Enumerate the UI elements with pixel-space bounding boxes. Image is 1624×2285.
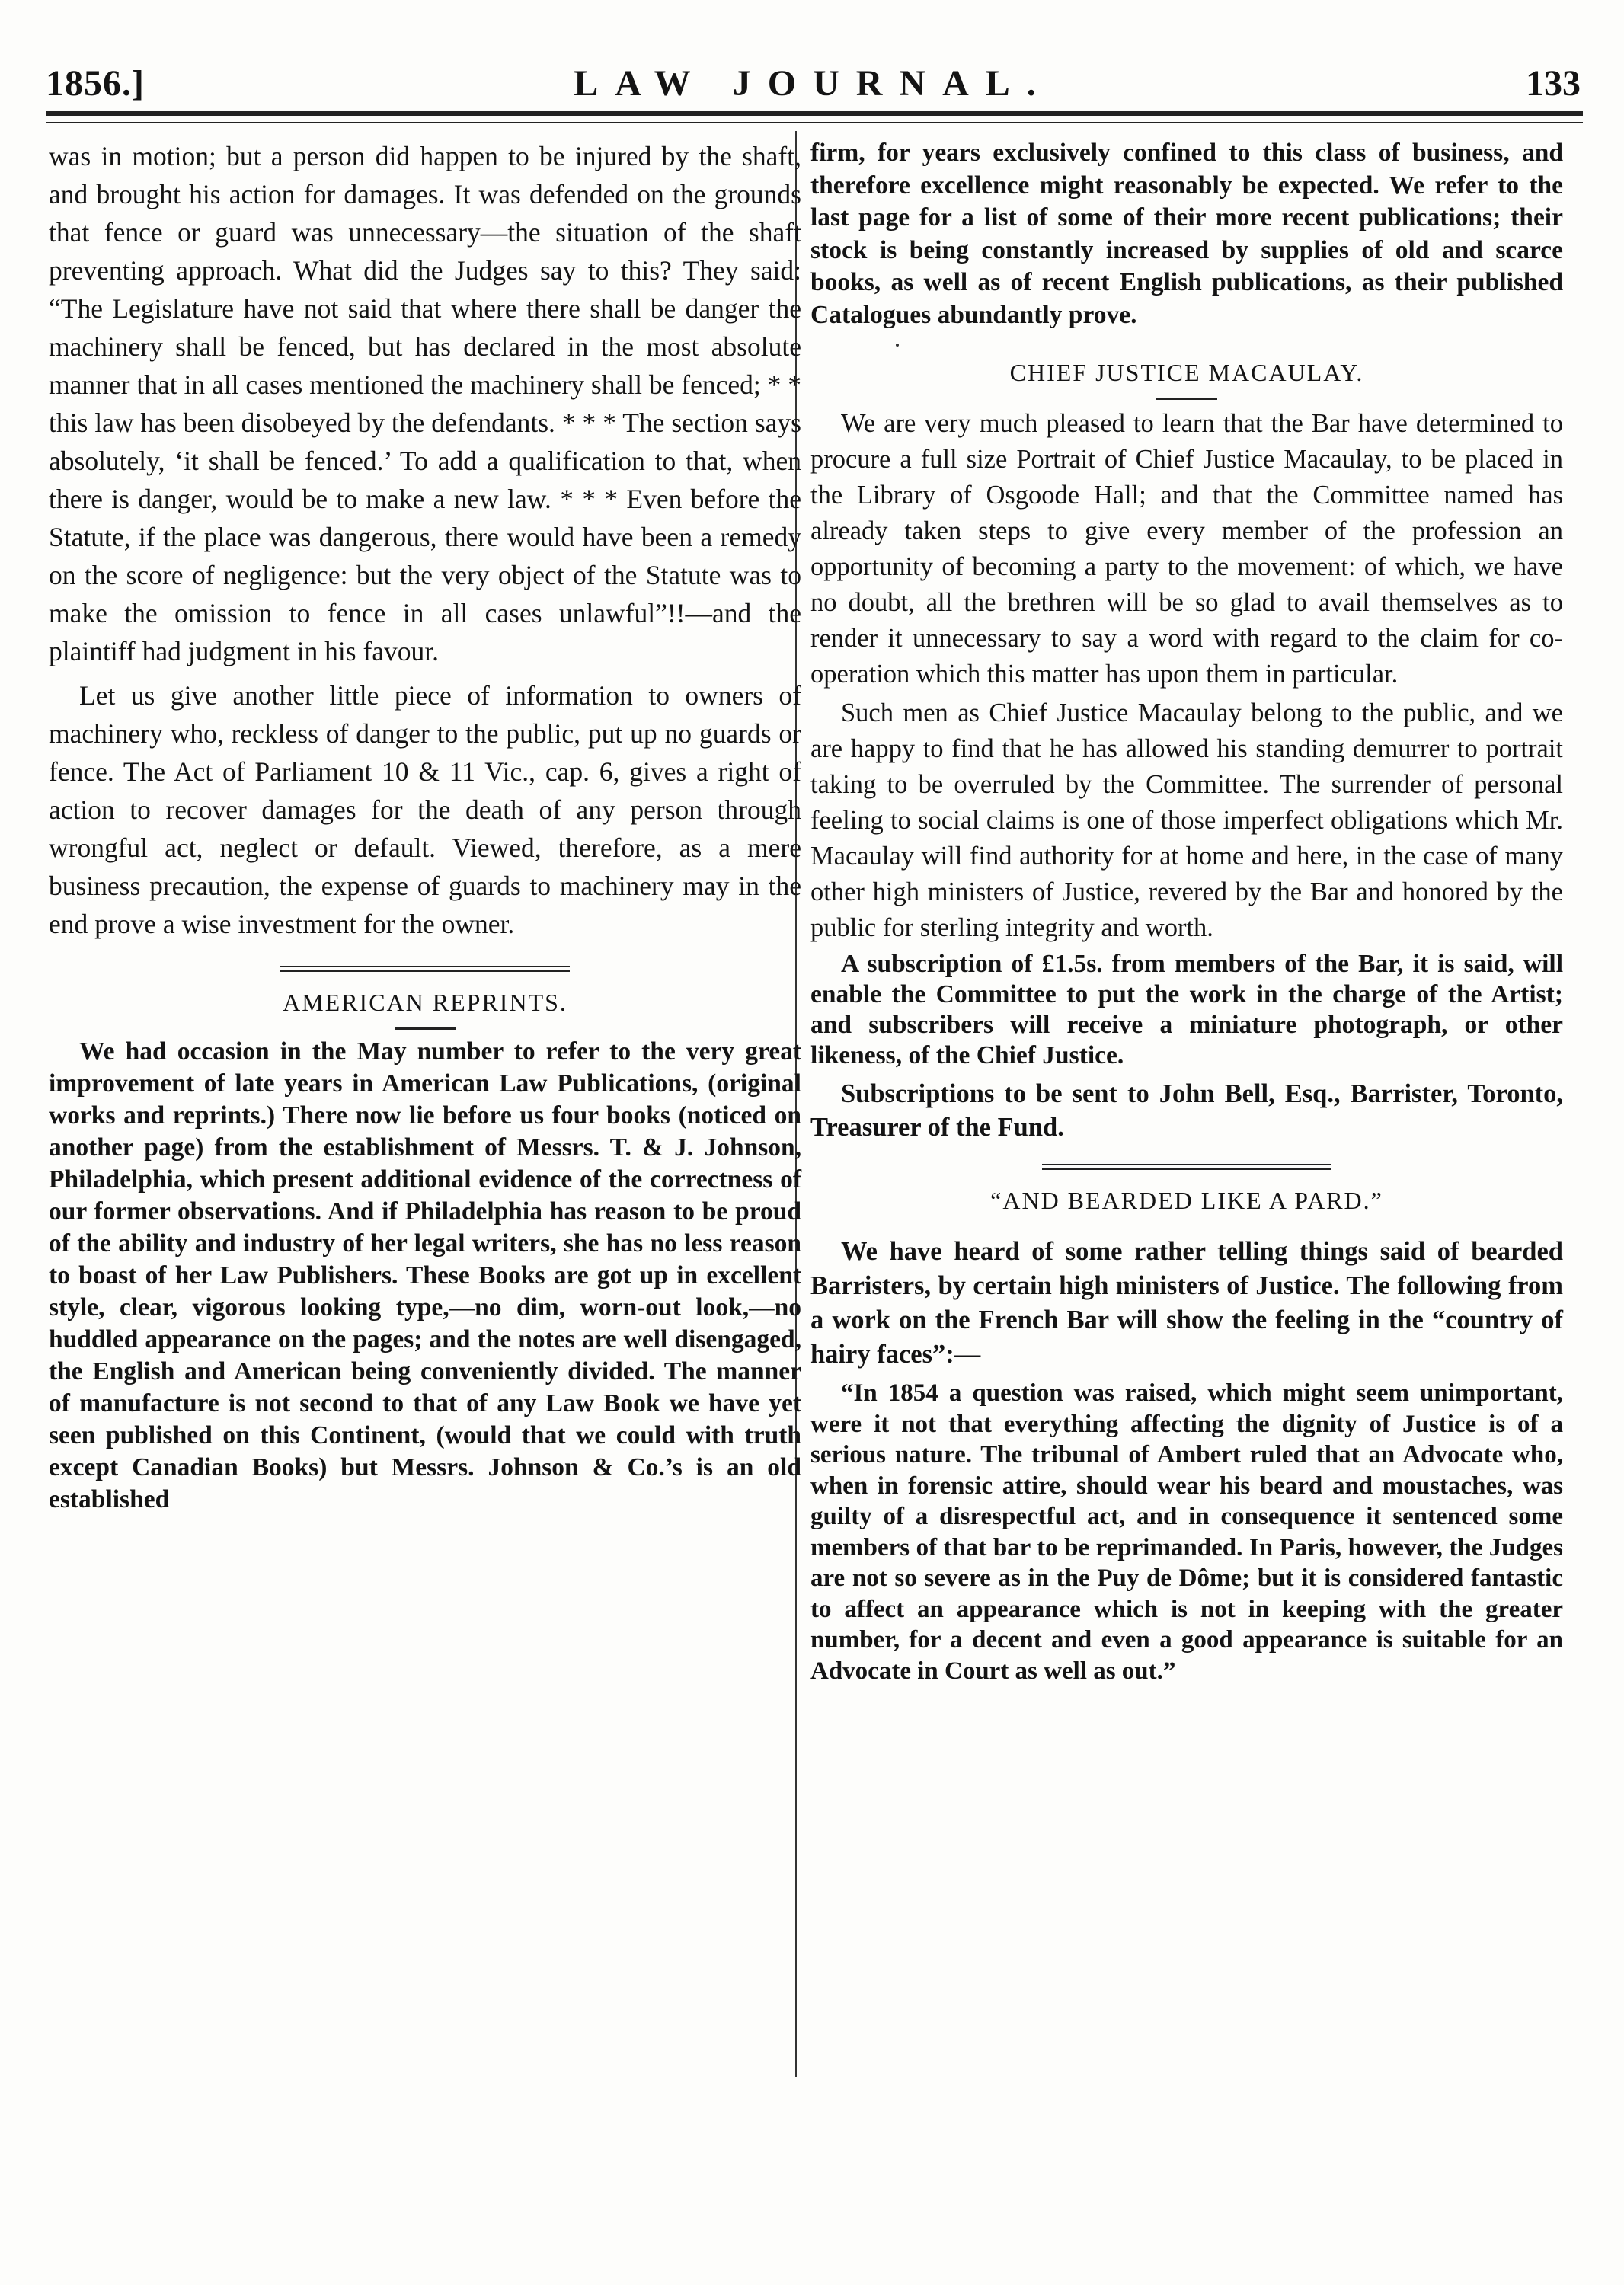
- page-number: 133: [1526, 63, 1581, 104]
- french-bar-quotation: “In 1854 a question was raised, which might seem unimportant, were it not that everything affecting the dignity of Justice is of a serious nature. The tribunal of Ambert ruled that an Advocate who, when in forensic attire, should wear his beard and moustaches, was guilty of a disrespectful act, and in consequence it sentenced some members of that bar to be reprimanded. In Paris, however, the Judges are not so severe as in the Puy de Dôme; but it is considered fantastic to affect an appearance which is not in keeping with the greater number, for a decent and even a good appearance is suitable for an Advocate in Court as well as out.”: [810, 1379, 1563, 1685]
- american-reprints-paragraph: We had occasion in the May number to refer to the very great improvement of late years in American Law Publications, (original works and reprints.) There now lie before us four books (noticed on another page) from the establishment of Messrs. T. & J. Johnson, Philadelphia, which present additional evidence of the correctness of our former observations. And if Philadelphia has reason to be proud of the ability and industry of her legal writers, she has no less reason to boast of her Law Publishers. These Books are got up in excellent style, clear, vigorous looking type,—no dim, worn-out look,—no huddled appearance on the pages; and the notes are well disengaged, the English and American being conveniently divided. The manner of manufacture is not second to that of any Law Book we have yet seen published on this Continent, (would that we could with truth except Canadian Books) but Messrs. Johnson & Co.’s is an old established: [49, 1037, 801, 1513]
- subscription-paragraph: A subscription of £1.5s. from members of the Bar, it is said, will enable the Committee to put the work in the charge of the Artist; and subscribers will receive a miniature photograph, or other likeness, of the Chief Justice.: [810, 950, 1563, 1069]
- bearded-heading: “AND BEARDED LIKE A PARD.”: [990, 1187, 1383, 1214]
- publishers-continuation-paragraph: firm, for years exclusively confined to this class of business, and therefore excellence might reasonably be expected. We refer to the last page for a list of some of their more recent publications; their stock is being constantly increased by supplies of old and scarce books, as well as of recent English publications, as their published Catalogues abundantly prove.: [810, 139, 1563, 329]
- running-head-title: LAW JOURNAL.: [574, 63, 1053, 104]
- right-column: [810, 137, 1563, 1686]
- section-separator: [280, 966, 570, 972]
- macaulay-paragraph: Such men as Chief Justice Macaulay belong to the public, and we are happy to find that he has allowed his standing demurrer to portrait taking to be overruled by the Committee. The surrender of personal feeling to social claims is one of those imperfect obligations which Mr. Macaulay will find authority for at home and here, in the case of many other high ministers of Justice, revered by the Bar and honored by the public for sterling integrity and worth.: [810, 698, 1563, 942]
- chief-justice-heading: CHIEF JUSTICE MACAULAY.: [1009, 359, 1364, 386]
- running-head: [46, 62, 1581, 116]
- header-rule-thick: [46, 111, 1583, 116]
- factory-act-paragraph: was in motion; but a person did happen to be injured by the shaft, and brought his action for damages. It was defended on the grounds that fence or guard was unnecessary—the situation of the shaft preventing approach. What did the Judges say to this? They said: “The Legislature have not said that where there shall be danger the machinery shall be fenced, but has declared in the most absolute manner that in all cases mentioned the machinery shall be fenced; * * this law has been disobeyed by the defendants. * * * The section says absolutely, ‘it shall be fenced.’ To add a qualification to that, when there is danger, would be to make a new law. * * * Even before the Statute, if the place was dangerous, there would have been a remedy on the score of negligence: but the very object of the Statute was to make the omission to fence in all cases unlawful”!!—and the plaintiff had judgment in his favour.: [49, 141, 801, 666]
- treasurer-paragraph: Subscriptions to be sent to John Bell, Esq., Barrister, Toronto, Treasurer of the Fund.: [810, 1079, 1563, 1142]
- portrait-paragraph: We are very much pleased to learn that the Bar have determined to procure a full size Portrait of Chief Justice Macaulay, to be placed in the Library of Osgoode Hall; and that the Committee named has already taken steps to give every member of the profession an opportunity of becoming a party to the movement: of which, we have no doubt, all the brethren will be so glad to avail themselves as to render it unnecessary to say a word with regard to the claim for co-operation which this matter has upon them in particular.: [810, 409, 1563, 689]
- running-head-year: 1856.]: [46, 63, 145, 104]
- left-column: [49, 137, 801, 1516]
- header-rule-thin: [46, 122, 1583, 123]
- machinery-paragraph: Let us give another little piece of information to owners of machinery who, reckless of danger to the public, put up no guards or fence. The Act of Parliament 10 & 11 Vic., cap. 6, gives a right of action to recover damages for the death of any person through wrongful act, neglect or default. Viewed, therefore, as a mere business precaution, the expense of guards to machinery may in the end prove a wise investment for the owner.: [49, 680, 801, 939]
- american-reprints-heading: AMERICAN REPRINTS.: [283, 989, 567, 1016]
- section-separator: [1042, 1164, 1331, 1170]
- bearded-intro-paragraph: We have heard of some rather telling things said of bearded Barristers, by certain high ministers of Justice. The following from a work on the French Bar will show the feeling in the “country of hairy faces”:—: [810, 1237, 1563, 1369]
